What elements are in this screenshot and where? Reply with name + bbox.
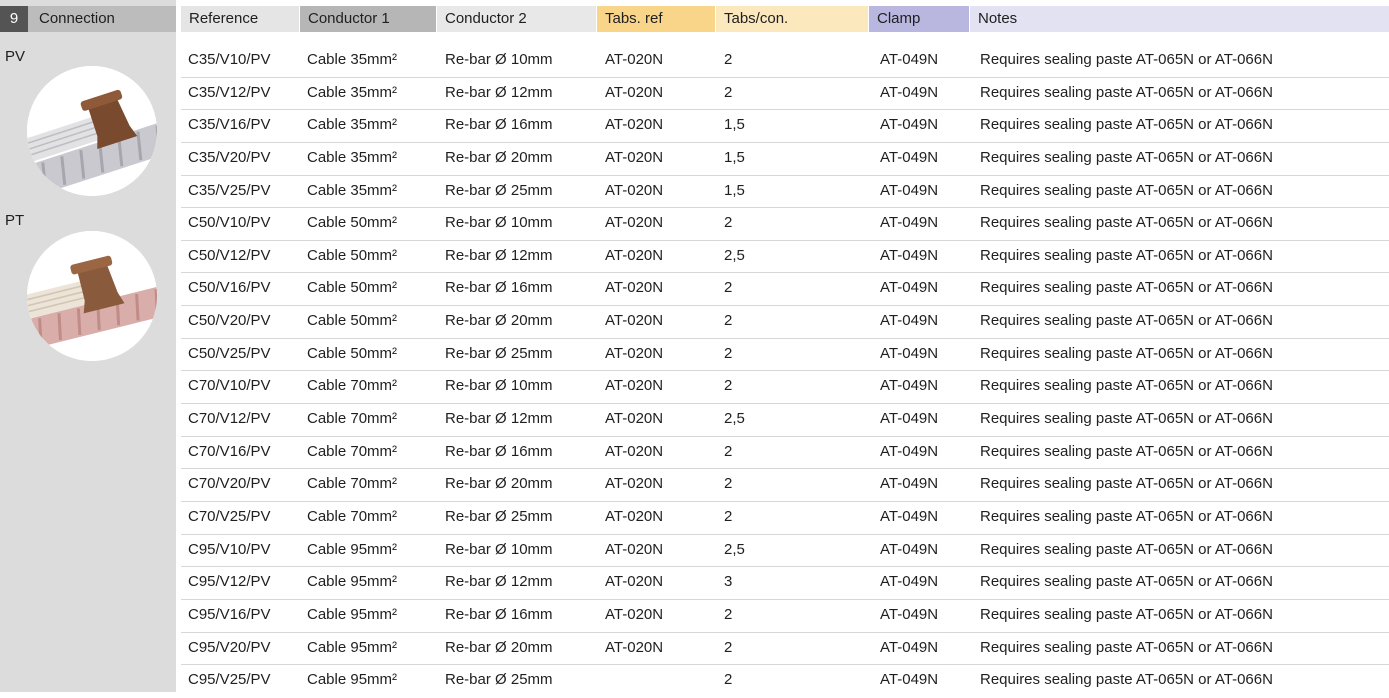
pt-connection-image — [27, 231, 157, 361]
cell-clamp: AT-049N — [880, 475, 939, 493]
cell-tabs-con: 1,5 — [724, 181, 745, 199]
cell-conductor1: Cable 50mm² — [307, 214, 398, 232]
cell-reference: C95/V20/PV — [188, 638, 271, 656]
cell-notes: Requires sealing paste AT-065N or AT-066N — [980, 116, 1273, 134]
cell-conductor2: Re-bar Ø 10mm — [445, 51, 553, 68]
cell-tabs-ref: AT-020N — [605, 312, 664, 330]
cell-tabs-con: 2,5 — [724, 540, 745, 558]
table-row — [181, 371, 1389, 404]
cell-conductor2: Re-bar Ø 12mm — [445, 246, 553, 264]
cell-clamp: AT-049N — [880, 671, 939, 689]
cell-tabs-con: 1,5 — [724, 148, 745, 166]
cell-reference: C35/V16/PV — [188, 116, 271, 134]
cell-conductor2: Re-bar Ø 20mm — [445, 312, 553, 330]
cell-reference: C50/V16/PV — [188, 279, 271, 297]
cell-tabs-con: 2 — [724, 279, 733, 297]
cell-conductor1: Cable 70mm² — [307, 507, 398, 525]
cell-conductor1: Cable 95mm² — [307, 671, 398, 689]
cell-conductor1: Cable 95mm² — [307, 638, 398, 656]
cell-notes: Requires sealing paste AT-065N or AT-066N — [980, 214, 1273, 232]
cell-tabs-ref: AT-020N — [605, 148, 664, 166]
cell-tabs-con: 2 — [724, 377, 733, 395]
cell-notes: Requires sealing paste AT-065N or AT-066N — [980, 605, 1273, 623]
cell-tabs-con: 2 — [724, 507, 733, 525]
cell-reference: C35/V10/PV — [188, 51, 271, 68]
cell-tabs-ref: AT-020N — [605, 181, 664, 199]
cell-conductor2: Re-bar Ø 10mm — [445, 214, 553, 232]
table-body — [181, 45, 1389, 698]
type-label-pt: PT — [5, 212, 25, 229]
cell-tabs-ref: AT-020N — [605, 605, 664, 623]
cell-conductor1: Cable 70mm² — [307, 377, 398, 395]
cell-reference: C70/V25/PV — [188, 507, 271, 525]
cell-tabs-ref: AT-020N — [605, 83, 664, 101]
cell-conductor2: Re-bar Ø 12mm — [445, 83, 553, 101]
cell-notes: Requires sealing paste AT-065N or AT-066N — [980, 377, 1273, 395]
cell-conductor1: Cable 70mm² — [307, 442, 398, 460]
cell-conductor1: Cable 35mm² — [307, 148, 398, 166]
table-row — [181, 665, 1389, 698]
cell-clamp: AT-049N — [880, 410, 939, 428]
cell-tabs-con: 2 — [724, 671, 733, 689]
cell-tabs-ref: AT-020N — [605, 507, 664, 525]
cell-tabs-ref: AT-020N — [605, 410, 664, 428]
connection-column — [0, 0, 176, 692]
cell-conductor2: Re-bar Ø 12mm — [445, 573, 553, 591]
cell-conductor1: Cable 95mm² — [307, 540, 398, 558]
cell-tabs-ref: AT-020N — [605, 279, 664, 297]
cell-clamp: AT-049N — [880, 540, 939, 558]
cell-reference: C50/V20/PV — [188, 312, 271, 330]
table-row — [181, 110, 1389, 143]
col-header-conductor1: Conductor 1 — [300, 6, 436, 32]
cell-tabs-ref: AT-020N — [605, 51, 664, 68]
cell-notes: Requires sealing paste AT-065N or AT-066N — [980, 507, 1273, 525]
cell-conductor2: Re-bar Ø 20mm — [445, 148, 553, 166]
col-header-tabs-con: Tabs/con. — [716, 6, 868, 32]
table-row — [181, 567, 1389, 600]
cell-reference: C70/V12/PV — [188, 410, 271, 428]
cell-tabs-con: 2 — [724, 475, 733, 493]
cell-clamp: AT-049N — [880, 51, 939, 68]
cell-tabs-ref: AT-020N — [605, 638, 664, 656]
cell-reference: C35/V25/PV — [188, 181, 271, 199]
cell-tabs-con: 2 — [724, 312, 733, 330]
cell-conductor2: Re-bar Ø 16mm — [445, 116, 553, 134]
cell-tabs-con: 2 — [724, 83, 733, 101]
section-header — [0, 6, 176, 32]
cell-conductor2: Re-bar Ø 20mm — [445, 475, 553, 493]
cell-reference: C95/V25/PV — [188, 671, 271, 689]
cell-clamp: AT-049N — [880, 148, 939, 166]
cell-tabs-con: 2 — [724, 344, 733, 362]
section-number: 9 — [0, 6, 28, 32]
section-title: Connection — [39, 10, 115, 27]
cell-conductor1: Cable 70mm² — [307, 410, 398, 428]
cell-conductor1: Cable 35mm² — [307, 83, 398, 101]
table-row — [181, 404, 1389, 437]
cell-conductor2: Re-bar Ø 25mm — [445, 344, 553, 362]
cell-tabs-ref: AT-020N — [605, 214, 664, 232]
table-row — [181, 469, 1389, 502]
cell-conductor1: Cable 50mm² — [307, 246, 398, 264]
col-header-clamp: Clamp — [869, 6, 969, 32]
cell-conductor1: Cable 70mm² — [307, 475, 398, 493]
cell-notes: Requires sealing paste AT-065N or AT-066N — [980, 181, 1273, 199]
cell-conductor2: Re-bar Ø 16mm — [445, 279, 553, 297]
cell-conductor1: Cable 95mm² — [307, 573, 398, 591]
cell-notes: Requires sealing paste AT-065N or AT-066N — [980, 475, 1273, 493]
cell-reference: C70/V20/PV — [188, 475, 271, 493]
cell-reference: C50/V12/PV — [188, 246, 271, 264]
cell-reference: C35/V20/PV — [188, 148, 271, 166]
cell-tabs-ref: AT-020N — [605, 344, 664, 362]
cell-conductor1: Cable 95mm² — [307, 605, 398, 623]
col-header-tabs-ref: Tabs. ref — [597, 6, 715, 32]
cell-conductor1: Cable 50mm² — [307, 312, 398, 330]
cell-clamp: AT-049N — [880, 312, 939, 330]
cell-conductor1: Cable 35mm² — [307, 116, 398, 134]
cell-conductor1: Cable 35mm² — [307, 51, 398, 68]
cell-tabs-ref: AT-020N — [605, 475, 664, 493]
cell-tabs-ref: AT-020N — [605, 573, 664, 591]
cell-clamp: AT-049N — [880, 279, 939, 297]
table-row — [181, 241, 1389, 274]
cell-tabs-con: 2 — [724, 442, 733, 460]
cell-tabs-con: 2,5 — [724, 410, 745, 428]
cell-conductor2: Re-bar Ø 16mm — [445, 605, 553, 623]
cell-notes: Requires sealing paste AT-065N or AT-066N — [980, 148, 1273, 166]
cell-notes: Requires sealing paste AT-065N or AT-066N — [980, 540, 1273, 558]
cell-clamp: AT-049N — [880, 573, 939, 591]
col-header-conductor2: Conductor 2 — [437, 6, 596, 32]
cell-tabs-con: 2 — [724, 51, 733, 68]
cell-reference: C95/V12/PV — [188, 573, 271, 591]
cell-reference: C50/V10/PV — [188, 214, 271, 232]
cell-conductor1: Cable 50mm² — [307, 279, 398, 297]
type-label-pv: PV — [5, 48, 26, 65]
cell-clamp: AT-049N — [880, 377, 939, 395]
cell-notes: Requires sealing paste AT-065N or AT-066N — [980, 410, 1273, 428]
cell-tabs-ref: AT-020N — [605, 540, 664, 558]
table-row — [181, 176, 1389, 209]
cell-clamp: AT-049N — [880, 442, 939, 460]
cell-tabs-con: 2 — [724, 605, 733, 623]
table-row — [181, 437, 1389, 470]
table-row — [181, 143, 1389, 176]
cell-conductor1: Cable 35mm² — [307, 181, 398, 199]
cell-tabs-con: 2,5 — [724, 246, 745, 264]
cell-tabs-ref: AT-020N — [605, 377, 664, 395]
cell-conductor1: Cable 50mm² — [307, 344, 398, 362]
cell-clamp: AT-049N — [880, 116, 939, 134]
cell-conductor2: Re-bar Ø 25mm — [445, 181, 553, 199]
cell-tabs-con: 3 — [724, 573, 733, 591]
cell-reference: C35/V12/PV — [188, 83, 271, 101]
cell-notes: Requires sealing paste AT-065N or AT-066N — [980, 638, 1273, 656]
cell-clamp: AT-049N — [880, 181, 939, 199]
table-row — [181, 633, 1389, 666]
pv-connection-image — [27, 66, 157, 196]
cell-conductor2: Re-bar Ø 20mm — [445, 638, 553, 656]
table-row — [181, 535, 1389, 568]
table-row — [181, 78, 1389, 111]
cell-notes: Requires sealing paste AT-065N or AT-066N — [980, 671, 1273, 689]
cell-notes: Requires sealing paste AT-065N or AT-066N — [980, 312, 1273, 330]
cell-clamp: AT-049N — [880, 507, 939, 525]
cell-reference: C95/V16/PV — [188, 605, 271, 623]
col-header-reference: Reference — [181, 6, 299, 32]
cell-tabs-ref: AT-020N — [605, 116, 664, 134]
cell-reference: C70/V10/PV — [188, 377, 271, 395]
table-row — [181, 208, 1389, 241]
cell-tabs-ref: AT-020N — [605, 442, 664, 460]
cell-tabs-con: 2 — [724, 214, 733, 232]
cell-reference: C70/V16/PV — [188, 442, 271, 460]
table-row — [181, 306, 1389, 339]
cell-clamp: AT-049N — [880, 605, 939, 623]
cell-conductor2: Re-bar Ø 25mm — [445, 507, 553, 525]
cell-tabs-con: 1,5 — [724, 116, 745, 134]
table-row — [181, 45, 1389, 78]
cell-conductor2: Re-bar Ø 16mm — [445, 442, 553, 460]
cell-clamp: AT-049N — [880, 83, 939, 101]
cell-notes: Requires sealing paste AT-065N or AT-066N — [980, 442, 1273, 460]
cell-notes: Requires sealing paste AT-065N or AT-066N — [980, 246, 1273, 264]
col-header-notes: Notes — [970, 6, 1389, 32]
cell-conductor2: Re-bar Ø 10mm — [445, 540, 553, 558]
cell-notes: Requires sealing paste AT-065N or AT-066N — [980, 573, 1273, 591]
cell-clamp: AT-049N — [880, 638, 939, 656]
cell-conductor2: Re-bar Ø 10mm — [445, 377, 553, 395]
cell-conductor2: Re-bar Ø 12mm — [445, 410, 553, 428]
cell-clamp: AT-049N — [880, 214, 939, 232]
cell-clamp: AT-049N — [880, 344, 939, 362]
cell-notes: Requires sealing paste AT-065N or AT-066N — [980, 83, 1273, 101]
cell-conductor2: Re-bar Ø 25mm — [445, 671, 553, 689]
cell-notes: Requires sealing paste AT-065N or AT-066N — [980, 51, 1273, 68]
cell-reference: C95/V10/PV — [188, 540, 271, 558]
cell-reference: C50/V25/PV — [188, 344, 271, 362]
cell-notes: Requires sealing paste AT-065N or AT-066N — [980, 279, 1273, 297]
table-row — [181, 339, 1389, 372]
cell-tabs-con: 2 — [724, 638, 733, 656]
table-row — [181, 273, 1389, 306]
table-row — [181, 600, 1389, 633]
table-row — [181, 502, 1389, 535]
cell-clamp: AT-049N — [880, 246, 939, 264]
cell-tabs-ref: AT-020N — [605, 246, 664, 264]
cell-notes: Requires sealing paste AT-065N or AT-066N — [980, 344, 1273, 362]
